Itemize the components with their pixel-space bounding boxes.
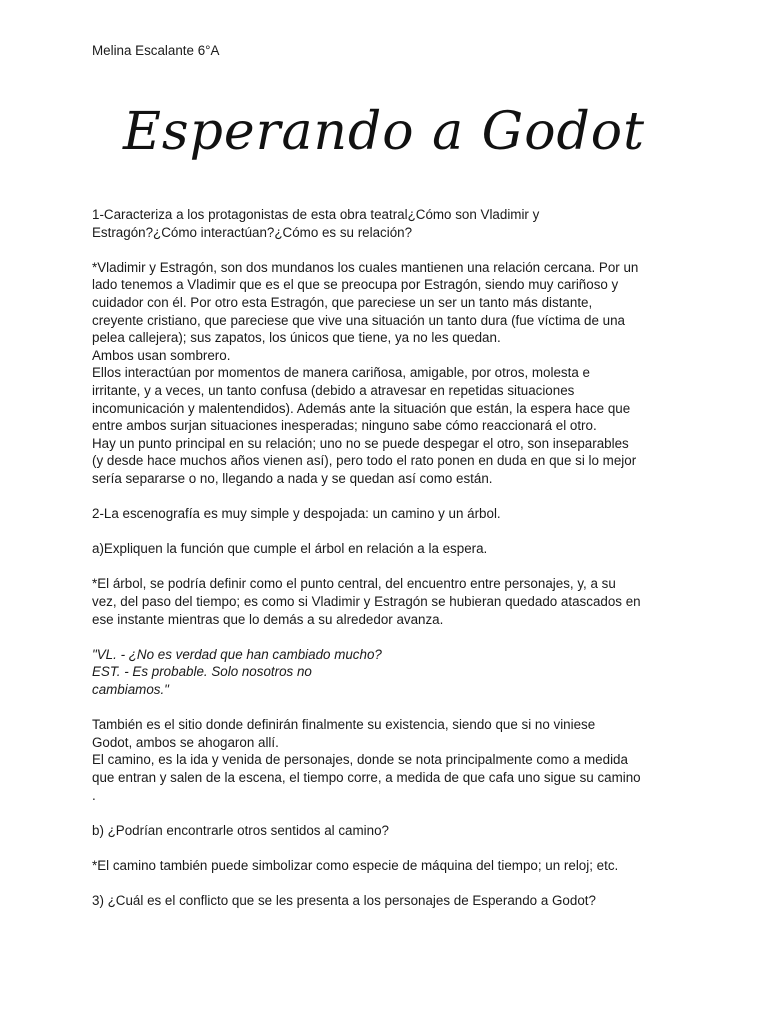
question-2a-line: a)Expliquen la función que cumple el árbol en relación a la espera. <box>92 541 488 557</box>
answer-1-line: sería separarse o no, llegando a nada y se quedan así como están. <box>92 470 493 486</box>
answer-1-line: (y desde hace muchos años vienen así), pero todo el rato ponen en duda en que si lo mejor <box>92 453 637 469</box>
answer-1-line: creyente cristiano, que pareciese que vive una situación un tanto dura (fue víctima de una <box>92 312 625 328</box>
answer-1-line: incomunicación y malentendidos). Además ante la situación que están, la espera hace que <box>92 400 631 416</box>
answer-2a-cont-line: También es el sitio donde definirán finalmente su existencia, siendo que si no viniese <box>92 717 596 733</box>
answer-2a-cont-line: Godot, ambos se ahogaron allí. <box>92 734 279 750</box>
answer-2b <box>92 857 682 875</box>
question-3 <box>92 892 682 910</box>
answer-2b-line: *El camino también puede simbolizar como especie de máquina del tiempo; un reloj; etc. <box>92 857 619 873</box>
document-title: Esperando a Godot <box>122 102 646 162</box>
answer-2a-line: *El árbol, se podría definir como el punto central, del encuentro entre personajes, y, a su <box>92 576 616 592</box>
answer-2a-cont-line: que entran y salen de la escena, el tiempo corre, a medida de que cafa uno sigue su camino <box>92 770 641 785</box>
answer-1-line: pelea callejera); sus zapatos, los únicos que tiene, ya no les quedan. <box>92 330 501 346</box>
answer-2a-line: vez, del paso del tiempo; es como si Vladimir y Estragón se hubieran quedado atascados en <box>92 594 641 610</box>
question-2b <box>92 822 682 840</box>
author-line: Melina Escalante 6°A <box>92 43 220 58</box>
answer-2a <box>92 575 682 628</box>
answer-1-line: lado tenemos a Vladimir que es el que se preocupa por Estragón, siendo muy cariñoso y <box>92 277 619 293</box>
quote-line: EST. - Es probable. Solo nosotros no <box>92 664 312 680</box>
question-2b-line: b) ¿Podrían encontrarle otros sentidos al camino? <box>92 822 389 838</box>
answer-1 <box>92 259 682 488</box>
question-2a <box>92 540 682 558</box>
question-2 <box>92 505 682 523</box>
question-2-line: 2-La escenografía es muy simple y despojada: un camino y un árbol. <box>92 506 501 522</box>
question-1 <box>92 206 682 241</box>
answer-2a-line: ese instante mientras que lo demás a su alrededor avanza. <box>92 611 444 627</box>
answer-1-line: cuidador con él. Por otro esta Estragón, que pareciese un ser un tanto más distante, <box>92 294 593 310</box>
answer-1-line: entre ambos surjan situaciones inesperadas; ninguno sabe cómo reaccionará el otro. <box>92 418 597 434</box>
quote-line: cambiamos." <box>92 682 169 698</box>
question-1-line: 1-Caracteriza a los protagonistas de esta obra teatral¿Cómo son Vladimir y <box>92 207 540 222</box>
quote-line: "VL. - ¿No es verdad que han cambiado mucho? <box>92 646 382 662</box>
answer-1-line: *Vladimir y Estragón, son dos mundanos los cuales mantienen una relación cercana. Por un <box>92 259 639 275</box>
answer-2a-cont-line: . <box>92 787 96 803</box>
answer-1-line: irritante, y a veces, un tanto confusa (debido a atravesar en repetidas situaciones <box>92 382 575 398</box>
answer-2a-continued <box>92 716 682 804</box>
answer-1-line: Ambos usan sombrero. <box>92 347 231 363</box>
answer-1-line: Hay un punto principal en su relación; uno no se puede despegar el otro, son inseparables <box>92 435 629 451</box>
answer-1-line: Ellos interactúan por momentos de manera cariñosa, amigable, por otros, molesta e <box>92 365 590 381</box>
quote-block <box>92 646 682 699</box>
question-3-line: 3) ¿Cuál es el conflicto que se les presenta a los personajes de Esperando a Godot? <box>92 893 596 909</box>
question-1-line: Estragón?¿Cómo interactúan?¿Cómo es su relación? <box>92 224 413 240</box>
document-body <box>92 206 682 927</box>
answer-2a-cont-line: El camino, es la ida y venida de personajes, donde se nota principalmente como a medida <box>92 752 628 768</box>
